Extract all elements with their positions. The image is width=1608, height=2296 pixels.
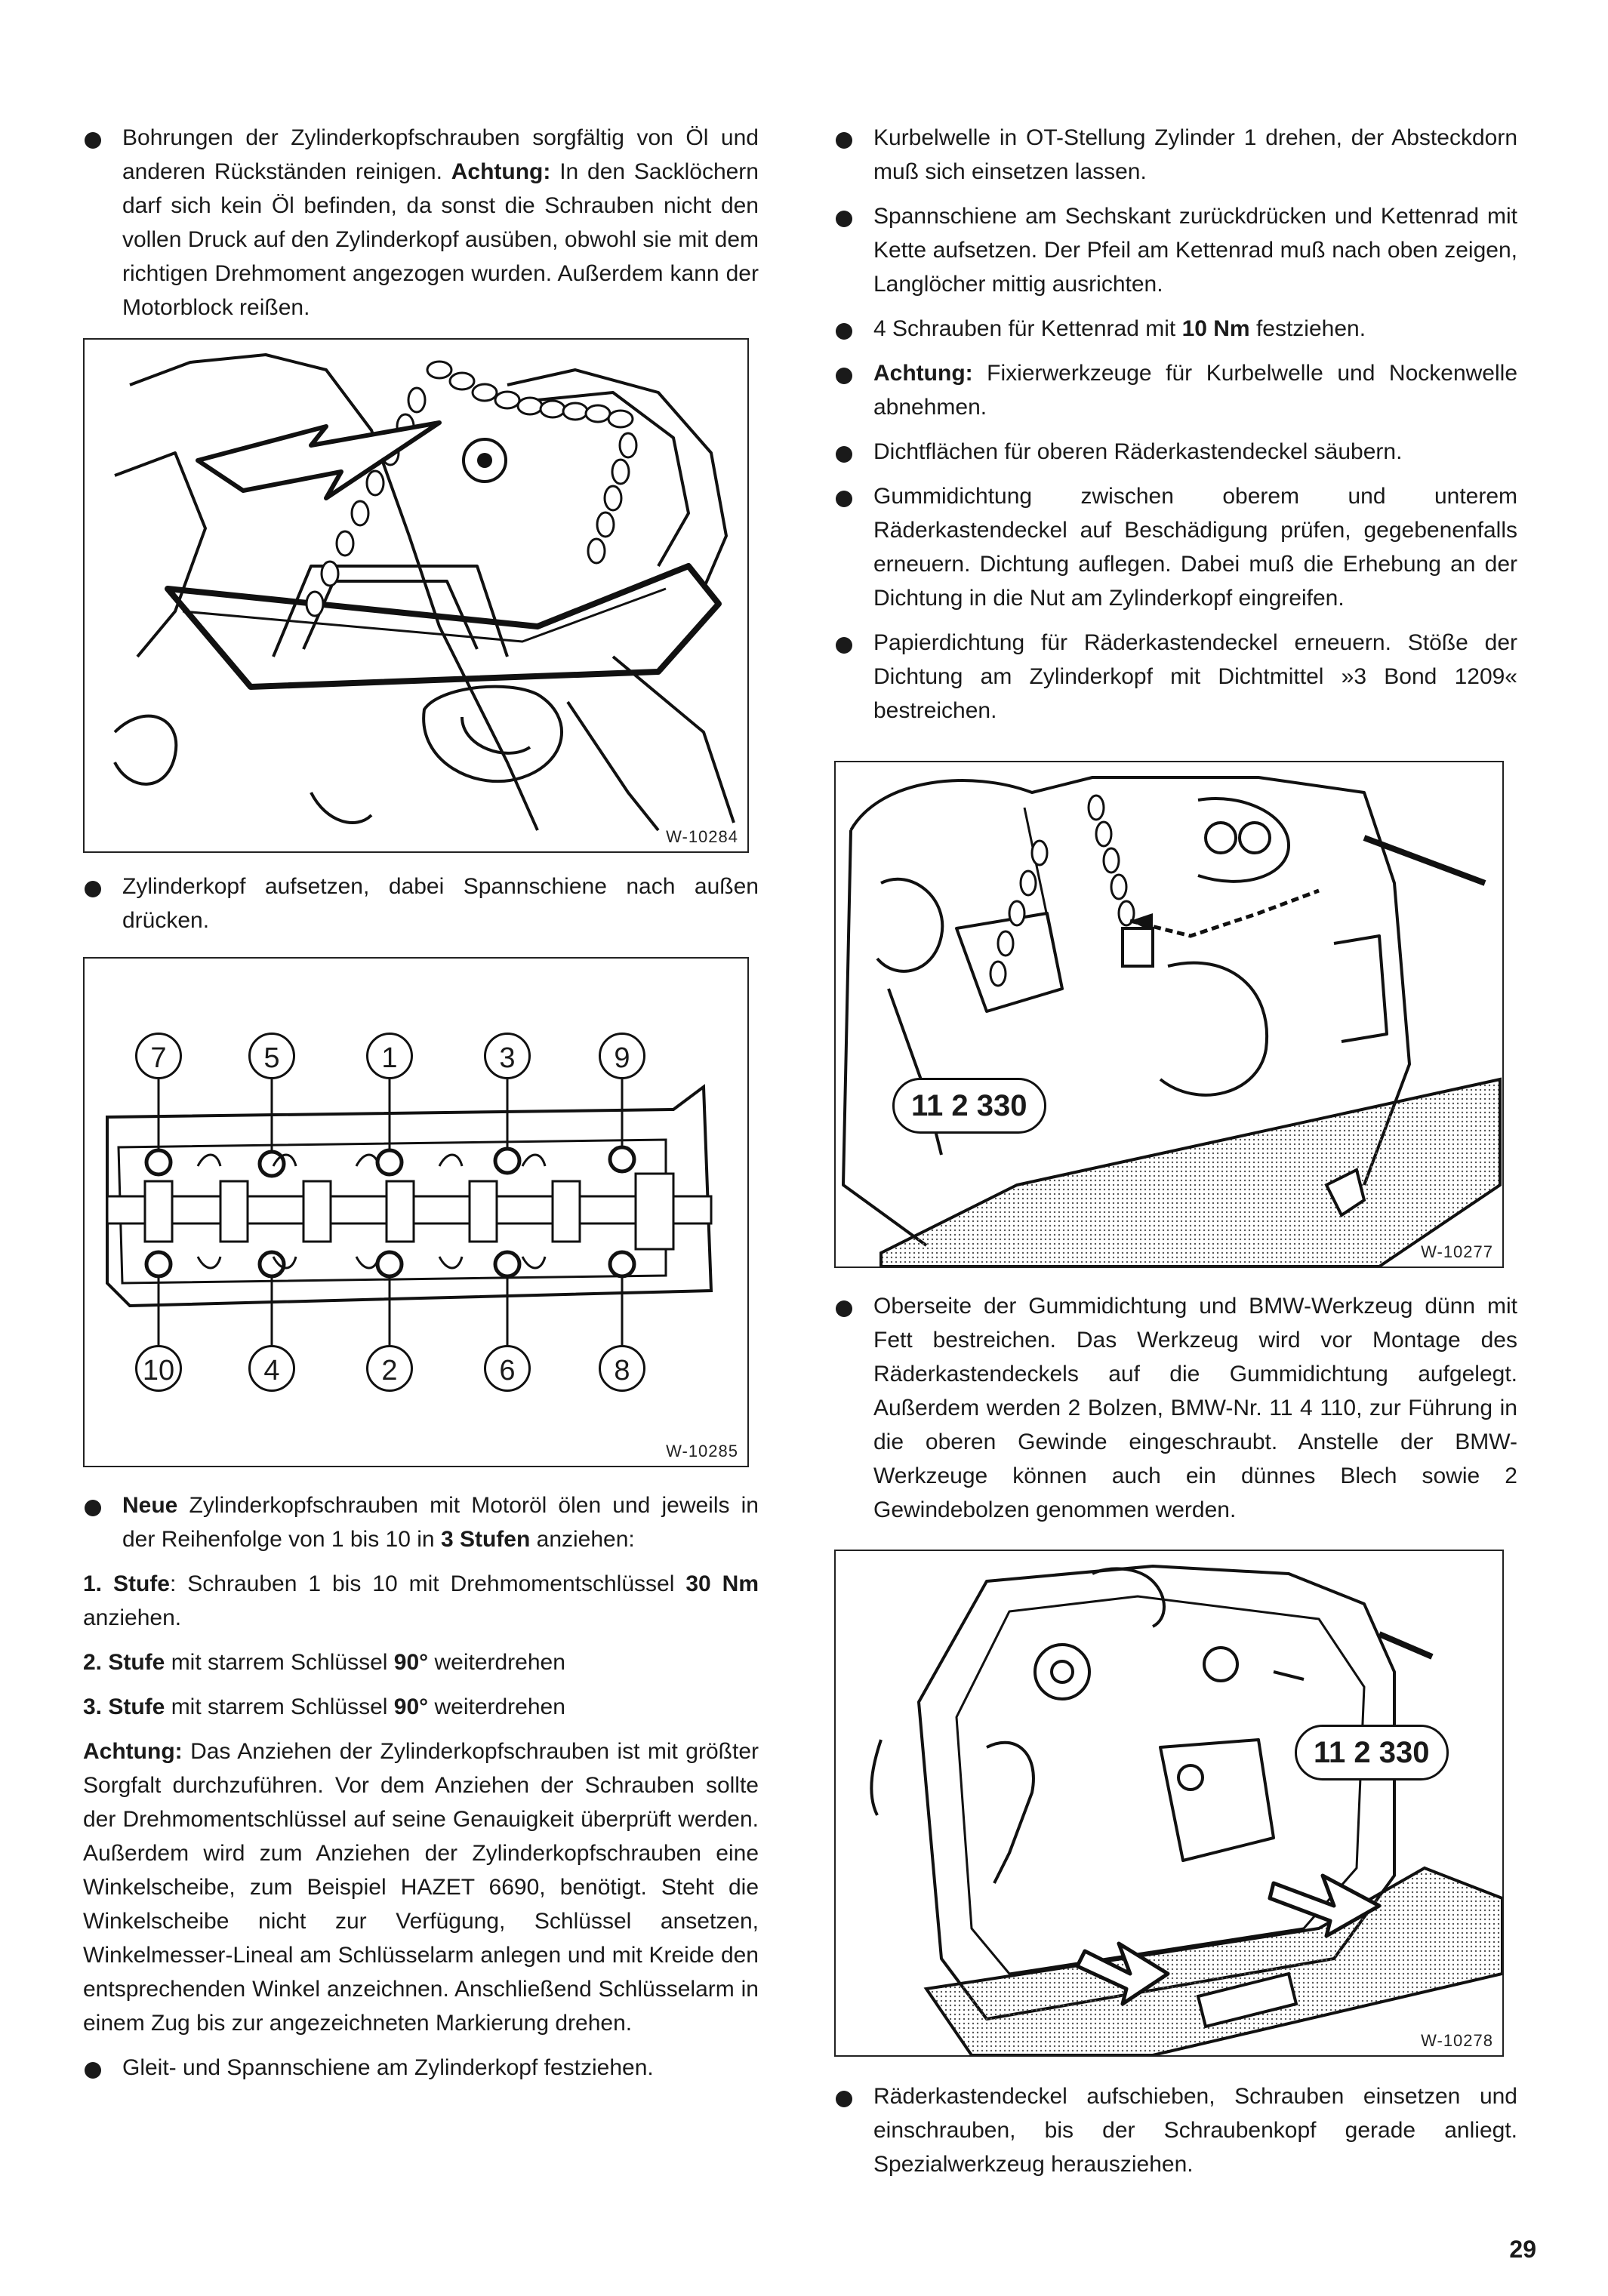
text: mit starrem Schlüssel: [165, 1650, 394, 1675]
bolt-number: 6: [484, 1345, 531, 1392]
instruction-slide-cover: [834, 2079, 1517, 2181]
figure-id: W-10277: [1421, 1242, 1493, 1261]
bolt-number: 10: [135, 1345, 182, 1392]
page-number: 29: [1509, 2236, 1536, 2263]
instruction-mount-cylinder-head: [83, 869, 759, 937]
instruction-sprocket: [834, 199, 1517, 301]
figure-tool-on-seal: [834, 761, 1504, 1268]
cylinder-head-top-view: [85, 959, 747, 1466]
warning-paragraph: [83, 1734, 759, 2040]
figure-chain-tensioner: [83, 338, 749, 853]
instruction-clean-surfaces: [834, 435, 1517, 469]
text: Spannschiene am Sechskant zurückdrücken und Kettenrad mit Kette aufsetzen. Der Pfeil am Kettenrad muß nach oben zeigen, Langlöcher mittig ausrichten.: [873, 204, 1517, 297]
text: anziehen.: [83, 1605, 182, 1630]
text: Gleit- und Spannschiene am Zylinderkopf festziehen.: [122, 2055, 654, 2080]
text: Kurbelwelle in OT-Stellung Zylinder 1 drehen, der Absteckdorn muß sich einsetzen lassen.: [873, 125, 1517, 184]
stage-3: [83, 1690, 759, 1724]
text: Bohrungen der Zylinderkopfschrauben sorgfältig von Öl und anderen Rückständen reinigen.: [122, 125, 759, 184]
instruction-remove-tools: [834, 356, 1517, 424]
figure-id: W-10285: [666, 1442, 738, 1460]
bold-text: Neue: [122, 1493, 178, 1518]
instruction-rubber-seal: [834, 479, 1517, 615]
figure-cover-install: [834, 1550, 1504, 2057]
instruction-sprocket-bolts: [834, 312, 1517, 346]
tool-number-badge: 11 2 330: [1295, 1725, 1449, 1780]
text: Oberseite der Gummidichtung und BMW-Werkzeug dünn mit Fett bestreichen. Das Werkzeug wird vor Montage des Räderkastendeckels auf die Gummidichtung aufgelegt. Außerdem werden 2 Bolzen, BMW-Nr. 11 4 110, zur Führung in die oberen Gewinde eingeschraubt. Anstelle der BMW-Werkzeuge können auch ein dünnes Blech sowie 2 Gewindebolzen genommen werden.: [873, 1294, 1517, 1522]
left-column: [83, 121, 759, 2095]
bolt-number: 2: [366, 1345, 413, 1392]
text: Gummidichtung zwischen oberem und unterem Räderkastendeckel auf Beschädigung prüfen, gegebenenfalls erneuern. Dichtung auflegen. Dabei muß die Erhebung an der Dichtung in die Nut am Zylinderkopf eingreifen.: [873, 484, 1517, 611]
text: 4 Schrauben für Kettenrad mit: [873, 316, 1182, 341]
engine-illustration: [85, 340, 747, 851]
figure-id: W-10284: [666, 827, 738, 846]
figure-id: W-10278: [1421, 2031, 1493, 2050]
bolt-number: 1: [366, 1033, 413, 1079]
text: weiterdrehen: [428, 1694, 565, 1719]
instruction-paper-gasket: [834, 626, 1517, 728]
text: Zylinderkopf aufsetzen, dabei Spannschiene nach außen drücken.: [122, 874, 759, 933]
timing-case-illustration: [836, 762, 1502, 1266]
text: : Schrauben 1 bis 10 mit Drehmomentschlüssel: [169, 1571, 686, 1596]
stage-label: 1. Stufe: [83, 1571, 170, 1596]
text: mit starrem Schlüssel: [165, 1694, 394, 1719]
bolt-number: 3: [484, 1033, 531, 1079]
angle-value: 90°: [393, 1694, 429, 1719]
stage-2: [83, 1645, 759, 1679]
stage-1: [83, 1567, 759, 1635]
text: Dichtflächen für oberen Räderkastendeckel säubern.: [873, 439, 1403, 464]
stage-label: 2. Stufe: [83, 1650, 165, 1675]
stage-label: 3. Stufe: [83, 1694, 165, 1719]
right-column: [834, 121, 1517, 2192]
bold-text: 3 Stufen: [440, 1527, 531, 1552]
text: Das Anziehen der Zylinderkopfschrauben ist mit größter Sorgfalt durchzuführen. Vor dem Anziehen der Schrauben sollte der Drehmomentschlüssel auf seine Genauigkeit überprüft werden. Außerdem wird zum Anziehen der Zylinderkopfschrauben eine Winkelscheibe, zum Beispiel HAZET 6690, benötigt. Steht die Winkelscheibe nicht zur Verfügung, Schlüssel ansetzen, Winkelmesser-Lineal am Schlüsselarm anlegen und mit Kreide den entsprechenden Winkel anzeichnen. Anschließend Schlüsselarm in einem Zug bis zur angezeichneten Markierung drehen.: [83, 1739, 759, 2036]
push-arrow-icon: [198, 423, 439, 498]
bolt-number: 4: [248, 1345, 295, 1392]
text: Räderkastendeckel aufschieben, Schrauben einsetzen und einschrauben, bis der Schraubenkopf gerade anliegt. Spezialwerkzeug herausziehen.: [873, 2084, 1517, 2177]
bolt-number: 8: [599, 1345, 645, 1392]
text: Fixierwerkzeuge für Kurbelwelle und Nockenwelle abnehmen.: [873, 361, 1517, 420]
figure-bolt-sequence: [83, 957, 749, 1467]
text: anziehen:: [530, 1527, 635, 1552]
bolt-number: 7: [135, 1033, 182, 1079]
bolt-number: 9: [599, 1033, 645, 1079]
warning-label: Achtung:: [83, 1739, 183, 1764]
text: weiterdrehen: [428, 1650, 565, 1675]
warning-label: Achtung:: [873, 361, 973, 386]
instruction-tighten-rails: [83, 2051, 759, 2085]
text: festziehen.: [1249, 316, 1366, 341]
text: Zylinderkopfschrauben mit Motoröl ölen und jeweils in der Reihenfolge von 1 bis 10 in: [122, 1493, 759, 1552]
angle-value: 90°: [393, 1650, 429, 1675]
warning-label: Achtung:: [451, 159, 551, 184]
instruction-crankshaft-tdc: [834, 121, 1517, 189]
text: Papierdichtung für Räderkastendeckel erneuern. Stöße der Dichtung am Zylinderkopf mit Dichtmittel »3 Bond 1209« bestreichen.: [873, 630, 1517, 723]
instruction-clean-bolt-holes: [83, 121, 759, 325]
instruction-grease-tool: [834, 1289, 1517, 1527]
tool-number-badge: 11 2 330: [892, 1078, 1046, 1134]
torque-value: 30 Nm: [685, 1571, 759, 1596]
timing-cover-illustration: [836, 1551, 1502, 2055]
torque-value: 10 Nm: [1181, 316, 1250, 341]
text: In den Sacklöchern darf sich kein Öl befinden, da sonst die Schrauben nicht den vollen Druck auf den Zylinderkopf ausüben, obwohl sie mit dem richtigen Drehmoment angezogen wurden. Außerdem kann der Motorblock reißen.: [122, 159, 759, 320]
bolt-number: 5: [248, 1033, 295, 1079]
instruction-tighten-sequence: [83, 1488, 759, 1556]
